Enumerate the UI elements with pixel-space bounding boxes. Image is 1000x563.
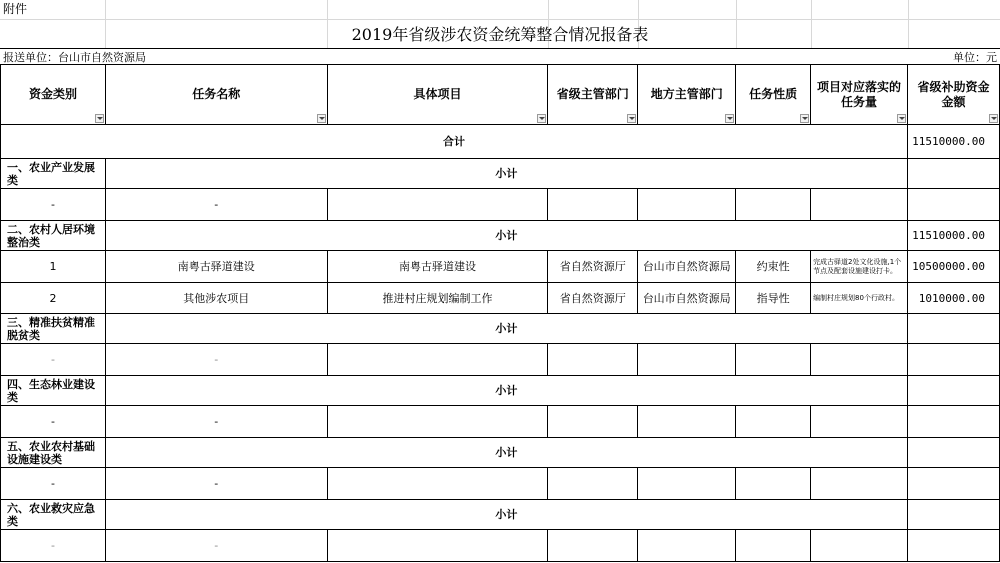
header-cell[interactable]: 任务性质 [736, 65, 811, 125]
local-dept[interactable]: 台山市自然资源局 [638, 251, 736, 283]
table-cell[interactable] [548, 530, 638, 562]
task-nature[interactable]: 约束性 [736, 251, 811, 283]
subtotal-label[interactable]: 小计 [105, 314, 907, 344]
row-number[interactable]: 1 [1, 251, 106, 283]
subtotal-amount[interactable] [907, 314, 999, 344]
row-number[interactable]: - [1, 189, 106, 221]
header-cell[interactable]: 地方主管部门 [638, 65, 736, 125]
attachment-label: 附件 [3, 2, 28, 16]
category-row [1, 438, 1000, 468]
filter-dropdown-icon[interactable] [95, 114, 104, 123]
filter-dropdown-icon[interactable] [725, 114, 734, 123]
filter-dropdown-icon[interactable] [897, 114, 906, 123]
provincial-dept[interactable]: 省自然资源厅 [548, 251, 638, 283]
category-name[interactable]: 二、农村人居环境整治类 [1, 221, 106, 251]
category-name[interactable]: 六、农业救灾应急类 [1, 500, 106, 530]
subtotal-amount[interactable] [907, 438, 999, 468]
category-name[interactable]: 三、精准扶贫精准脱贫类 [1, 314, 106, 344]
subsidy-amount[interactable]: 1010000.00 [907, 283, 999, 314]
table-cell[interactable] [811, 406, 908, 438]
title-border [0, 48, 1000, 49]
table-cell[interactable] [638, 468, 736, 500]
table-row [1, 468, 1000, 500]
table-cell[interactable] [907, 189, 999, 221]
header-row [1, 65, 1000, 125]
category-row [1, 221, 1000, 251]
category-row [1, 500, 1000, 530]
project-name[interactable]: 南粤古驿道建设 [327, 251, 548, 283]
total-amount[interactable]: 11510000.00 [907, 125, 999, 159]
table-row [1, 189, 1000, 221]
table-cell[interactable] [638, 189, 736, 221]
table-cell[interactable] [327, 189, 548, 221]
subtotal-label[interactable]: 小计 [105, 438, 907, 468]
total-label[interactable]: 合计 [1, 125, 908, 159]
page-title: 2019年省级涉农资金统筹整合情况报备表 [351, 25, 649, 44]
table-row [1, 251, 1000, 283]
header-cell[interactable]: 省级主管部门 [548, 65, 638, 125]
local-dept[interactable]: 台山市自然资源局 [638, 283, 736, 314]
task-volume[interactable]: 完成古驿道2处文化设施,1个节点及配套设施建设打卡。 [811, 251, 908, 283]
grid-line [0, 19, 1000, 20]
table-cell[interactable] [811, 189, 908, 221]
table-cell[interactable] [548, 344, 638, 376]
table-cell[interactable] [736, 530, 811, 562]
task-name[interactable]: - [105, 189, 327, 221]
table-cell[interactable] [736, 406, 811, 438]
category-name[interactable]: 四、生态林业建设类 [1, 376, 106, 406]
header-cell[interactable]: 项目对应落实的任务量 [811, 65, 908, 125]
header-cell[interactable]: 资金类别 [1, 65, 106, 125]
task-name[interactable]: - [105, 530, 327, 562]
subtotal-amount[interactable]: 11510000.00 [907, 221, 999, 251]
row-number[interactable]: - [1, 406, 106, 438]
subtotal-amount[interactable] [907, 376, 999, 406]
total-row [1, 125, 1000, 159]
row-number[interactable]: - [1, 344, 106, 376]
row-number[interactable]: 2 [1, 283, 106, 314]
subtotal-label[interactable]: 小计 [105, 221, 907, 251]
table-cell[interactable] [327, 468, 548, 500]
table-cell[interactable] [327, 344, 548, 376]
filter-dropdown-icon[interactable] [537, 114, 546, 123]
category-row [1, 159, 1000, 189]
task-name[interactable]: - [105, 344, 327, 376]
row-number[interactable]: - [1, 468, 106, 500]
task-name[interactable]: - [105, 406, 327, 438]
table-cell[interactable] [811, 468, 908, 500]
header-cell[interactable]: 任务名称 [105, 65, 327, 125]
task-name[interactable]: 其他涉农项目 [105, 283, 327, 314]
table-cell[interactable] [907, 406, 999, 438]
filter-dropdown-icon[interactable] [800, 114, 809, 123]
subtotal-label[interactable]: 小计 [105, 376, 907, 406]
table-row [1, 283, 1000, 314]
table-cell[interactable] [811, 344, 908, 376]
table-row [1, 530, 1000, 562]
table-cell[interactable] [327, 530, 548, 562]
category-row [1, 376, 1000, 406]
table-cell[interactable] [327, 406, 548, 438]
report-unit: 报送单位：台山市自然资源局 [3, 51, 146, 64]
table-cell[interactable] [907, 468, 999, 500]
table-cell[interactable] [548, 189, 638, 221]
header-cell[interactable]: 省级补助资金金额 [907, 65, 999, 125]
report-table [0, 64, 1000, 562]
table-cell[interactable] [811, 530, 908, 562]
provincial-dept[interactable]: 省自然资源厅 [548, 283, 638, 314]
category-name[interactable]: 五、农业农村基础设施建设类 [1, 438, 106, 468]
row-number[interactable]: - [1, 530, 106, 562]
subtotal-amount[interactable] [907, 159, 999, 189]
task-nature[interactable]: 指导性 [736, 283, 811, 314]
header-cell[interactable]: 具体项目 [327, 65, 548, 125]
table-cell[interactable] [638, 530, 736, 562]
task-volume[interactable]: 编制村庄规划80个行政村。 [811, 283, 908, 314]
category-row [1, 314, 1000, 344]
currency-unit: 单位：元 [953, 51, 997, 64]
filter-dropdown-icon[interactable] [317, 114, 326, 123]
filter-dropdown-icon[interactable] [989, 114, 998, 123]
task-name[interactable]: - [105, 468, 327, 500]
table-cell[interactable] [548, 468, 638, 500]
table-row [1, 406, 1000, 438]
category-name[interactable]: 一、农业产业发展类 [1, 159, 106, 189]
subtotal-amount[interactable] [907, 500, 999, 530]
table-cell[interactable] [638, 344, 736, 376]
table-cell[interactable] [907, 530, 999, 562]
table-cell[interactable] [736, 189, 811, 221]
project-name[interactable]: 推进村庄规划编制工作 [327, 283, 548, 314]
table-cell[interactable] [736, 468, 811, 500]
task-name[interactable]: 南粤古驿道建设 [105, 251, 327, 283]
table-cell[interactable] [736, 344, 811, 376]
table-cell[interactable] [907, 344, 999, 376]
table-cell[interactable] [638, 406, 736, 438]
table-row [1, 344, 1000, 376]
table-cell[interactable] [548, 406, 638, 438]
subsidy-amount[interactable]: 10500000.00 [907, 251, 999, 283]
subtotal-label[interactable]: 小计 [105, 500, 907, 530]
subtotal-label[interactable]: 小计 [105, 159, 907, 189]
filter-dropdown-icon[interactable] [627, 114, 636, 123]
